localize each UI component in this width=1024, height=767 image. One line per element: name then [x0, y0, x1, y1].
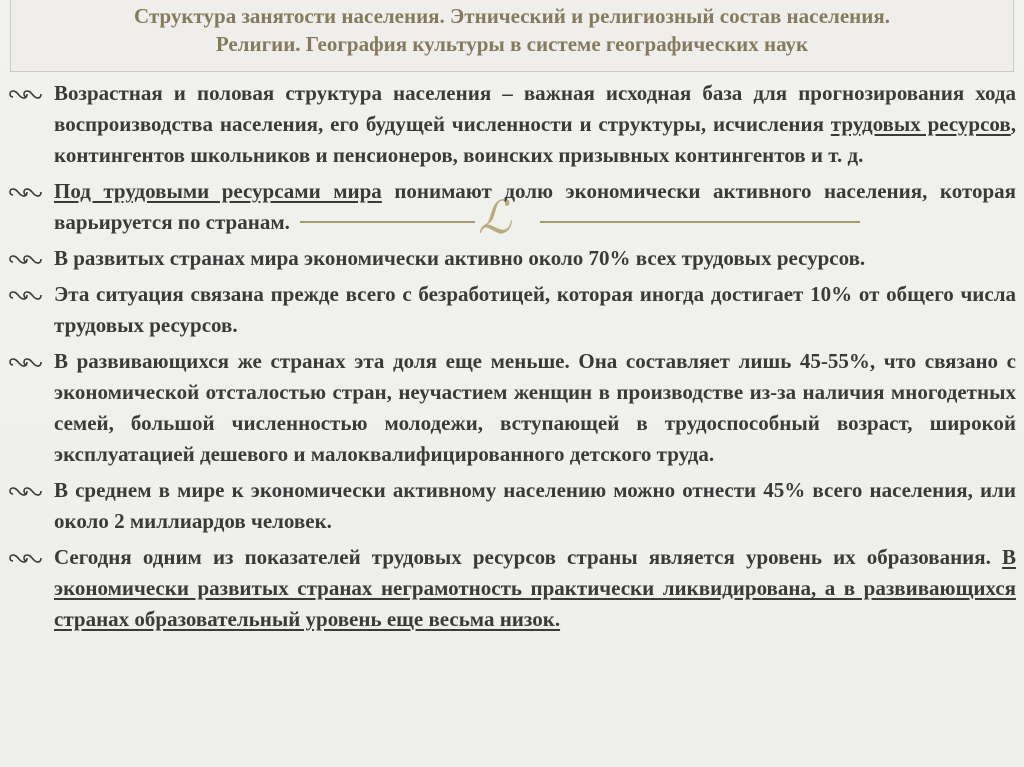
double-loop-bullet-icon — [6, 549, 48, 567]
item-text: В развивающихся же странах эта доля еще меньше. Она составляет лишь 45-55%, что связано с экономической отсталостью стран, неучастием женщин в производстве из-за наличия многодетных семей, большой численностью молодежи, вступающей в трудоспособный возраст, широкой эксплуатацией дешевого и малоквалифицированного детского труда. — [54, 349, 1016, 466]
list-item — [6, 78, 1016, 171]
double-loop-bullet-icon — [6, 482, 48, 500]
list-item — [6, 243, 1016, 274]
page-title — [10, 2, 1014, 58]
item-text-underlined: трудовых ресурсов — [830, 112, 1011, 136]
item-text: Эта ситуация связана прежде всего с безработицей, которая иногда достигает 10% от общего числа трудовых ресурсов. — [54, 282, 1016, 337]
double-loop-bullet-icon — [6, 85, 48, 103]
list-item — [6, 176, 1016, 238]
ornament-flourish-icon: ℒ — [478, 192, 512, 243]
item-text: В развитых странах мира экономически активно около 70% всех трудовых ресурсов. — [54, 246, 866, 270]
double-loop-bullet-icon — [6, 183, 48, 201]
item-text: Возрастная и половая структура населения – важная исходная база для прогнозирования хода воспроизводства населения, его будущей численности и структуры, исчисления — [54, 81, 1016, 136]
list-item — [6, 279, 1016, 341]
item-text-tail: , контингентов школьников и пенсионеров, воинских призывных контингентов и т. д. — [54, 112, 1017, 167]
double-loop-bullet-icon — [6, 250, 48, 268]
list-item — [6, 346, 1016, 470]
double-loop-bullet-icon — [6, 353, 48, 371]
list-item — [6, 542, 1016, 635]
item-text-tail: понимают долю экономически активного населения, которая варьируется по странам. — [54, 179, 1016, 234]
title-line-1: Структура занятости населения. Этнический и религиозный состав населения. — [134, 4, 890, 28]
title-line-2: Религии. География культуры в системе географических наук — [215, 32, 809, 56]
item-text: В среднем в мире к экономически активному населению можно отнести 45% всего населения, или около 2 миллиардов человек. — [54, 478, 1016, 533]
item-text-underlined: Под трудовыми ресурсами мира — [54, 179, 382, 203]
list-item — [6, 475, 1016, 537]
bullet-list — [6, 78, 1016, 640]
double-loop-bullet-icon — [6, 286, 48, 304]
item-text: Сегодня одним из показателей трудовых ресурсов страны является уровень их образования. — [54, 545, 1002, 569]
item-text-underlined: В экономически развитых странах неграмотность практически ликвидирована, а в развивающихся странах образовательный уровень еще весьма низок. — [54, 545, 1016, 631]
